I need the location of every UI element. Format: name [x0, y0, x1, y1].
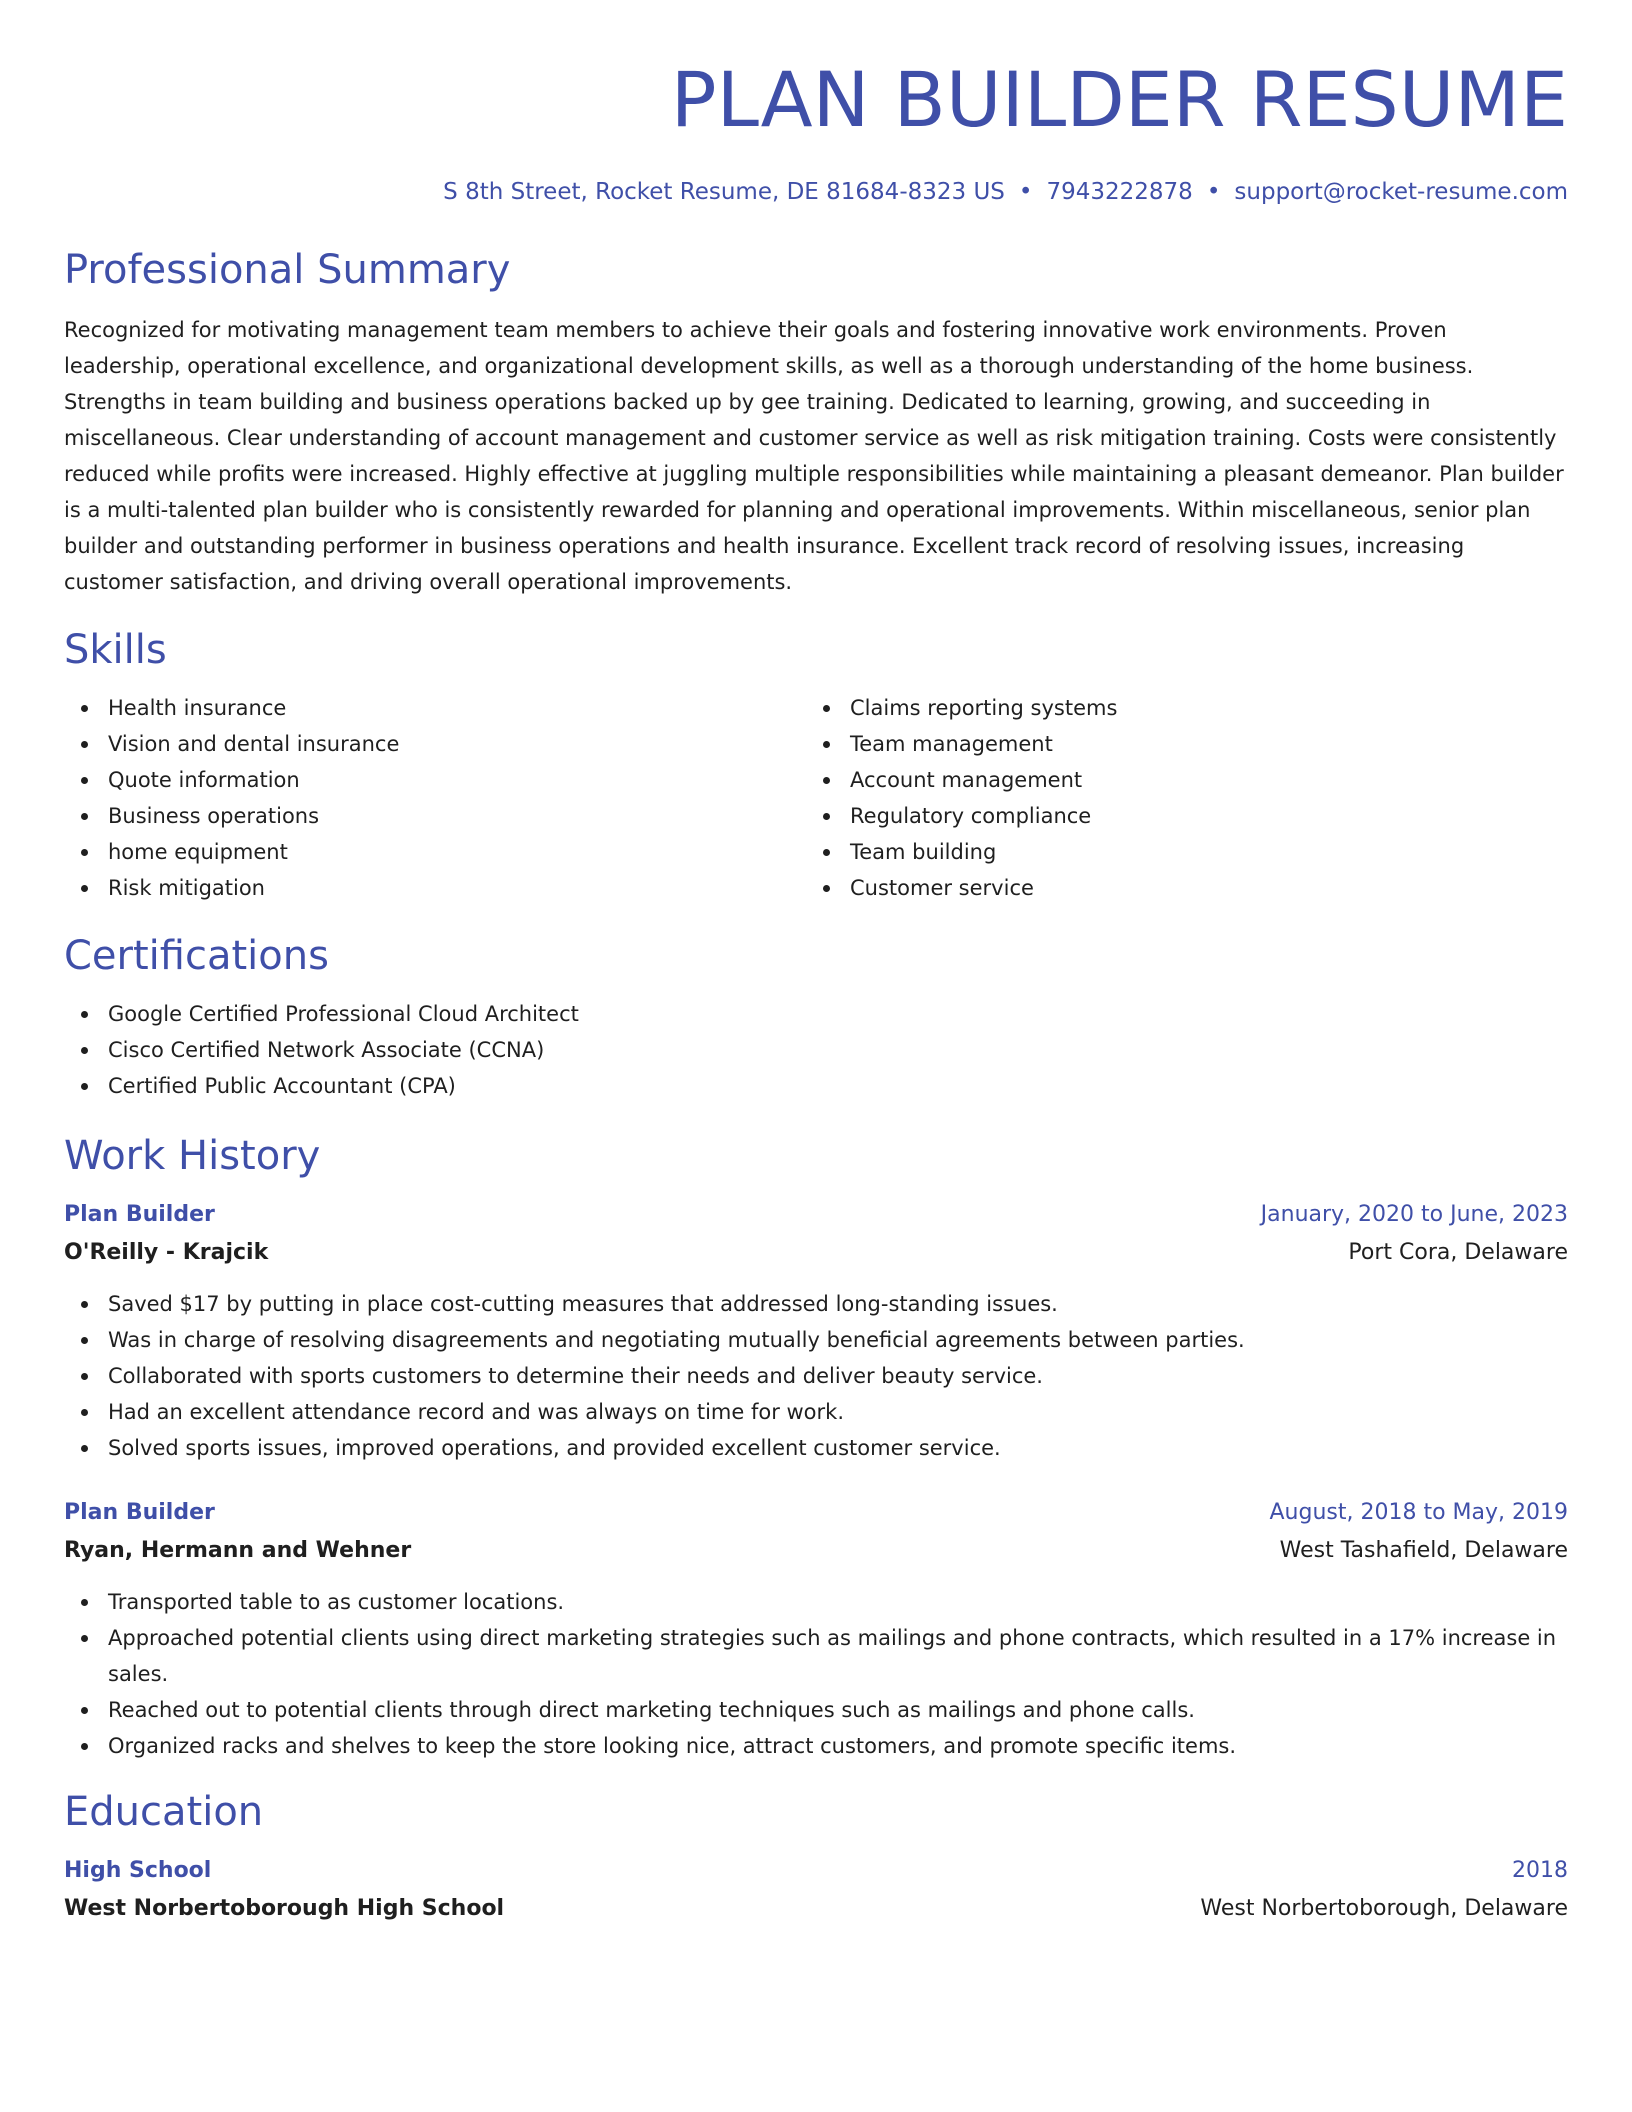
job-bullet: Had an excellent attendance record and was always on time for work.: [64, 1394, 1568, 1430]
education-heading: Education: [64, 1789, 264, 1835]
education-school-row: [64, 1890, 1568, 1928]
job-company-row: [64, 1234, 1568, 1272]
job-dates: January, 2020 to June, 2023: [1260, 1202, 1568, 1227]
skill-item: Team management: [806, 726, 1548, 762]
contact-separator: •: [1206, 179, 1221, 205]
skill-item: Customer service: [806, 870, 1548, 906]
job-title: Plan Builder: [64, 1202, 215, 1227]
contact-phone: 7943222878: [1046, 179, 1193, 205]
job-title: Plan Builder: [64, 1500, 215, 1525]
job-company-row: [64, 1532, 1568, 1570]
certification-item: Certified Public Accountant (CPA): [64, 1068, 1568, 1104]
job-bullets: [64, 1584, 1568, 1764]
contact-email: support@rocket-resume.com: [1234, 179, 1568, 205]
job-bullet: Saved $17 by putting in place cost-cutting measures that addressed long-standing issues.: [64, 1286, 1568, 1322]
contact-line: [64, 172, 1568, 212]
skill-item: Regulatory compliance: [806, 798, 1548, 834]
summary-text: Recognized for motivating management team members to achieve their goals and fostering innovative work environments. Proven leadership, operational excellence, and organizational development skills, as well as a thorough understanding of the home business. Strengths in team building and business operations backed up by gee training. Dedicated to learning, growing, and succeeding in miscellaneous. Clear understanding of account management and customer service as well as risk mitigation training. Costs were consistently reduced while profits were increased. Highly effective at juggling multiple responsibilities while maintaining a pleasant demeanor. Plan builder is a multi-talented plan builder who is consistently rewarded for planning and operational improvements. Within miscellaneous, senior plan builder and outstanding performer in business operations and health insurance. Excellent track record of resolving issues, increasing customer satisfaction, and driving overall operational improvements.: [64, 318, 1564, 594]
skill-item: Business operations: [64, 798, 806, 834]
job-bullet: Approached potential clients using direct marketing strategies such as mailings and phone contracts, which resulted in a 17% increase in sales.: [64, 1620, 1568, 1692]
job-bullet: Organized racks and shelves to keep the store looking nice, attract customers, and promote specific items.: [64, 1728, 1568, 1764]
job-location: West Tashafield, Delaware: [1279, 1538, 1568, 1563]
skill-item: Risk mitigation: [64, 870, 806, 906]
job-title-row: [64, 1196, 1568, 1234]
job-bullet: Reached out to potential clients through direct marketing techniques such as mailings and phone calls.: [64, 1692, 1568, 1728]
education-year: 2018: [1512, 1858, 1568, 1883]
job-dates: August, 2018 to May, 2019: [1269, 1500, 1568, 1525]
education-entry: [64, 1852, 1568, 1928]
education-degree-row: [64, 1852, 1568, 1890]
skills-list-right: [806, 690, 1548, 906]
skill-item: home equipment: [64, 834, 806, 870]
skills-heading: Skills: [64, 627, 167, 673]
certification-item: Cisco Certified Network Associate (CCNA): [64, 1032, 1568, 1068]
resume-page: [64, 50, 1568, 1928]
job-location: Port Cora, Delaware: [1348, 1240, 1568, 1265]
work-heading: Work History: [64, 1133, 321, 1179]
certifications-list: [64, 996, 1568, 1104]
job-bullet: Solved sports issues, improved operations, and provided excellent customer service.: [64, 1430, 1568, 1466]
contact-separator: •: [1018, 179, 1033, 205]
skill-item: Claims reporting systems: [806, 690, 1548, 726]
job-entry: [64, 1196, 1568, 1466]
education-degree: High School: [64, 1858, 212, 1883]
job-bullet: Transported table to as customer locations.: [64, 1584, 1568, 1620]
job-company: Ryan, Hermann and Wehner: [64, 1538, 412, 1563]
skill-item: Account management: [806, 762, 1548, 798]
contact-address: S 8th Street, Rocket Resume, DE 81684-8323 US: [443, 179, 1005, 205]
job-company: O'Reilly - Krajcik: [64, 1240, 269, 1265]
resume-title: PLAN BUILDER RESUME: [670, 55, 1568, 144]
education-location: West Norbertoborough, Delaware: [1200, 1896, 1568, 1921]
skill-item: Team building: [806, 834, 1548, 870]
job-entry: [64, 1494, 1568, 1764]
education-school: West Norbertoborough High School: [64, 1896, 505, 1921]
skills-list-left: [64, 690, 806, 906]
job-title-row: [64, 1494, 1568, 1532]
certification-item: Google Certified Professional Cloud Architect: [64, 996, 1568, 1032]
skill-item: Health insurance: [64, 690, 806, 726]
skill-item: Vision and dental insurance: [64, 726, 806, 762]
job-bullet: Collaborated with sports customers to determine their needs and deliver beauty service.: [64, 1358, 1568, 1394]
certifications-heading: Certifications: [64, 933, 329, 979]
skills-columns: [64, 690, 1568, 906]
job-bullets: [64, 1286, 1568, 1466]
skill-item: Quote information: [64, 762, 806, 798]
summary-heading: Professional Summary: [64, 247, 511, 293]
job-bullet: Was in charge of resolving disagreements and negotiating mutually beneficial agreements between parties.: [64, 1322, 1568, 1358]
